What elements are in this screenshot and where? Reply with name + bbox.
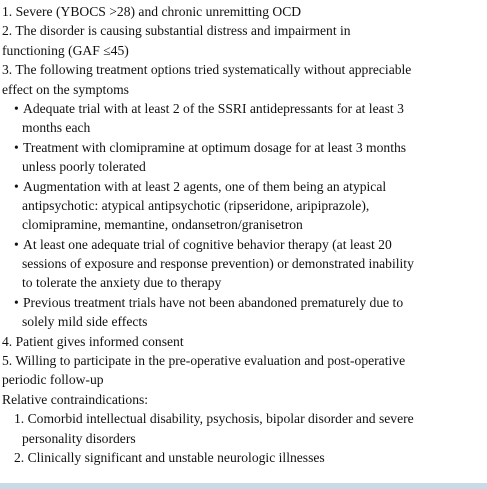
bullet-text: Augmentation with at least 2 agents, one of them being an atypical (23, 178, 387, 194)
bullet-continuation: antipsychotic: atypical antipsychotic (ripseridone, aripiprazole), (22, 197, 370, 213)
bullet-item (2, 293, 487, 312)
bullet-continuation: clomipramine, memantine, ondansetron/granisetron (22, 217, 303, 233)
bullet-item (2, 138, 487, 157)
criterion-3-line-2: effect on the symptoms (2, 81, 129, 97)
criterion-3-line-1: 3. The following treatment options tried systematically without appreciable (2, 62, 412, 78)
bullet-icon: • (14, 294, 19, 310)
bullet-item (2, 177, 487, 196)
bullet-text: Previous treatment trials have not been abandoned prematurely due to (23, 294, 404, 310)
criterion-5-line-2: periodic follow-up (2, 372, 104, 388)
bullet-continuation: months each (22, 120, 91, 136)
contraindications-heading: Relative contraindications: (2, 391, 149, 407)
bullet-text: Adequate trial with at least 2 of the SSRI antidepressants for at least 3 (23, 100, 404, 116)
bullet-icon: • (14, 100, 19, 116)
criterion-5-line-1: 5. Willing to participate in the pre-operative evaluation and post-operative (2, 353, 406, 369)
bullet-icon: • (14, 236, 19, 252)
bullet-text: Treatment with clomipramine at optimum dosage for at least 3 months (23, 139, 407, 155)
bullet-item (2, 235, 487, 254)
bullet-continuation: to tolerate the anxiety due to therapy (22, 275, 222, 291)
bullet-text: At least one adequate trial of cognitive behavior therapy (at least 20 (23, 236, 392, 252)
contraindication-1-line-2: personality disorders (22, 430, 136, 446)
bullet-icon: • (14, 139, 19, 155)
criterion-2-line-1: 2. The disorder is causing substantial distress and impairment in (2, 23, 351, 39)
bullet-continuation: sessions of exposure and response prevention) or demonstrated inability (22, 256, 414, 272)
contraindication-2: 2. Clinically significant and unstable neurologic illnesses (14, 449, 325, 465)
bullet-continuation: solely mild side effects (22, 314, 148, 330)
table-bottom-rule (0, 483, 487, 489)
criterion-4: 4. Patient gives informed consent (2, 333, 184, 349)
contraindication-1-line-1: 1. Comorbid intellectual disability, psychosis, bipolar disorder and severe (14, 411, 414, 427)
bullet-item (2, 99, 487, 118)
bullet-continuation: unless poorly tolerated (22, 159, 146, 175)
criterion-1: 1. Severe (YBOCS >28) and chronic unremitting OCD (2, 4, 302, 19)
criterion-2-line-2: functioning (GAF ≤45) (2, 42, 129, 58)
bullet-icon: • (14, 178, 19, 194)
